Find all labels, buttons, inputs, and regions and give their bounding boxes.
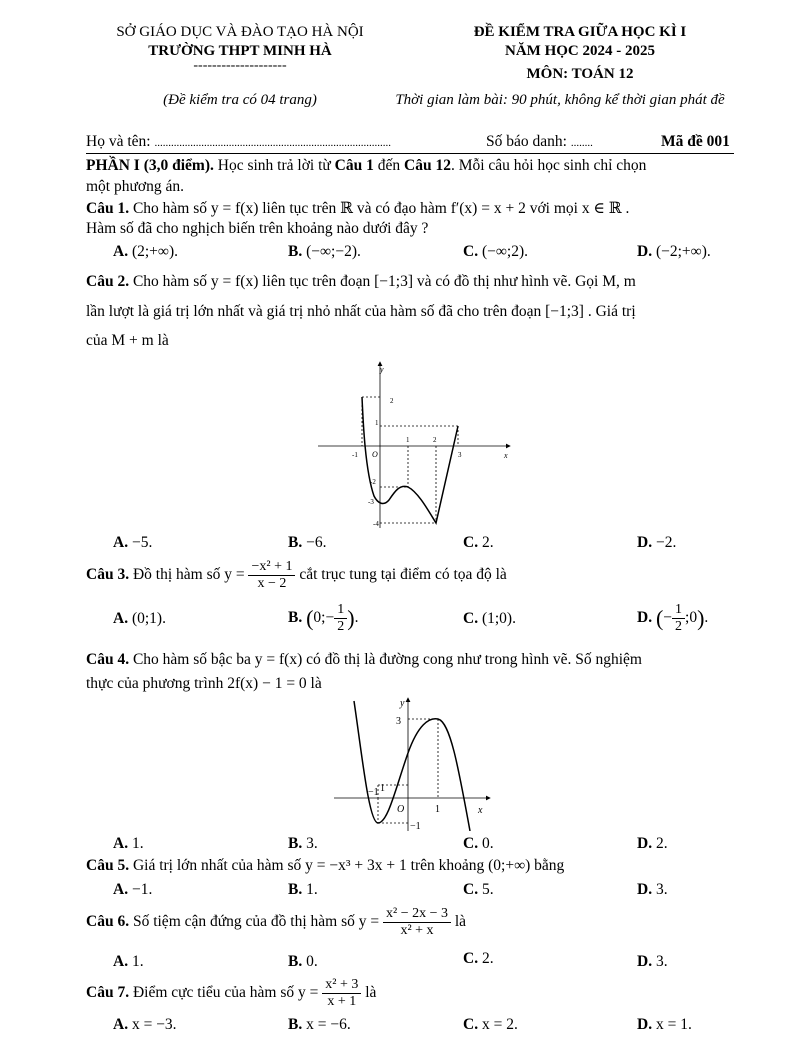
name-dots: ...................................................................................... — [154, 137, 391, 149]
q3-option-d[interactable]: D. (− $\frac{1}{2}$ ;0). — [637, 602, 709, 634]
question-2-line3: của M + m là — [86, 332, 169, 349]
q2-option-d[interactable]: D. −2. — [637, 534, 677, 551]
q3-option-c[interactable]: C. (1;0). — [463, 610, 516, 627]
tick-x-neg1: -1 — [352, 451, 358, 459]
q5-option-d[interactable]: D. 3. — [637, 881, 668, 898]
q7-option-a[interactable]: A. x = −3. — [113, 1016, 177, 1033]
q2-option-a[interactable]: A. −5. — [113, 534, 153, 551]
q3-option-a[interactable]: A. (0;1). — [113, 610, 166, 627]
question-6: Câu 6. Số tiệm cận đứng của đồ thị hàm số y = $\frac{\text{x² − 2x − 3}}{\text{x² + x}}$ là — [86, 906, 467, 938]
q1-option-a[interactable]: A. (2;+∞). — [113, 243, 178, 260]
axis-label-y: y — [380, 365, 384, 374]
q6-option-a[interactable]: A. 1. — [113, 953, 144, 970]
q3-fraction: $\frac{\text{−x² + 1}}{x - 2}$ — [248, 559, 295, 592]
q4-option-b[interactable]: B. 3. — [288, 835, 318, 852]
axis-label-x: x — [478, 805, 483, 816]
question-4: Câu 4. Cho hàm số bậc ba y = f(x) có đồ thị là đường cong như trong hình vẽ. Số nghiệm — [86, 651, 642, 668]
name-label: Họ và tên: — [86, 133, 151, 150]
q3-option-b[interactable]: B. (0;− $\frac{1}{2}$ ). — [288, 602, 359, 634]
q4-option-c[interactable]: C. 0. — [463, 835, 494, 852]
tick-y-1: 1 — [380, 783, 385, 794]
tick-y-neg3: -3 — [368, 498, 374, 506]
header-divider — [86, 153, 734, 154]
tick-x-3: 3 — [458, 451, 462, 459]
question-5: Câu 5. Giá trị lớn nhất của hàm số y = −x³ + 3x + 1 trên khoảng (0;+∞) bằng — [86, 857, 565, 874]
q2-graph — [318, 360, 518, 530]
question-7: Câu 7. Điểm cực tiểu của hàm số y = $\frac{\text{x² + 3}}{x + 1}$ là — [86, 977, 377, 1009]
student-name-row — [86, 133, 391, 151]
header-dashes: -------------------- — [193, 58, 287, 73]
part1-title: PHẦN I (3,0 điểm). — [86, 157, 214, 174]
q1-option-b[interactable]: B. (−∞;−2). — [288, 243, 361, 260]
origin-label: O — [397, 804, 405, 815]
q7-option-c[interactable]: C. x = 2. — [463, 1016, 518, 1033]
q4-option-a[interactable]: A. 1. — [113, 835, 144, 852]
axis-label-x: x — [504, 451, 508, 460]
cubic-curve — [354, 701, 470, 831]
tick-x-1: 1 — [406, 436, 410, 444]
subject: MÔN: TOÁN 12 — [526, 66, 634, 82]
q2-option-c[interactable]: C. 2. — [463, 534, 494, 551]
q5-option-c[interactable]: C. 5. — [463, 881, 494, 898]
tick-x-1: 1 — [435, 804, 440, 815]
q1-option-d[interactable]: D. (−2;+∞). — [637, 243, 711, 260]
origin-label: O — [372, 450, 378, 459]
q6-fraction: $\frac{\text{x² − 2x − 3}}{\text{x² + x}}$ — [383, 906, 451, 939]
q7-option-d[interactable]: D. x = 1. — [637, 1016, 692, 1033]
id-label: Số báo danh: — [486, 133, 567, 150]
q6-option-b[interactable]: B. 0. — [288, 953, 318, 970]
school-name: TRƯỜNG THPT MINH HÀ — [148, 43, 332, 59]
id-dots: ........ — [570, 137, 593, 149]
q2-option-b[interactable]: B. −6. — [288, 534, 327, 551]
department: SỞ GIÁO DỤC VÀ ĐÀO TẠO HÀ NỘI — [116, 24, 364, 40]
question-1-line2: Hàm số đã cho nghịch biến trên khoảng nào dưới đây ? — [86, 220, 429, 237]
tick-x-neg1: −1 — [368, 787, 379, 798]
school-year: NĂM HỌC 2024 - 2025 — [505, 43, 655, 59]
time-note: Thời gian làm bài: 90 phút, không kể thời gian phát đề — [395, 92, 725, 108]
question-2: Câu 2. Cho hàm số y = f(x) liên tục trên đoạn [−1;3] và có đồ thị như hình vẽ. Gọi M, m — [86, 273, 636, 290]
q7-fraction: $\frac{\text{x² + 3}}{x + 1}$ — [322, 977, 361, 1010]
q6-option-d[interactable]: D. 3. — [637, 953, 668, 970]
tick-x-2: 2 — [433, 436, 437, 444]
exam-title: ĐỀ KIỂM TRA GIỮA HỌC KÌ I — [473, 24, 687, 40]
function-curve — [362, 397, 458, 523]
question-3: Câu 3. Đồ thị hàm số y = $\frac{\text{−x² + 1}}{x - 2}$ cắt trục tung tại điểm có tọa độ là — [86, 559, 507, 591]
q7-option-b[interactable]: B. x = −6. — [288, 1016, 351, 1033]
q4-option-d[interactable]: D. 2. — [637, 835, 668, 852]
tick-y-2: 2 — [390, 397, 394, 405]
question-2-line2: lần lượt là giá trị lớn nhất và giá trị nhỏ nhất của hàm số đã cho trên đoạn [−1;3] . Giá trị — [86, 303, 636, 320]
exam-code: Mã đề 001 — [661, 133, 730, 150]
tick-y-neg4: -4 — [373, 520, 379, 528]
tick-y-neg1: −1 — [410, 821, 421, 831]
part1-instructions: PHẦN I (3,0 điểm). Học sinh trả lời từ Câu 1 đến Câu 12. Mỗi câu hỏi học sinh chỉ chọn — [86, 157, 647, 174]
part1-instructions-2: một phương án. — [86, 178, 184, 195]
axis-label-y: y — [400, 698, 405, 709]
guide-lines — [362, 397, 458, 523]
tick-y-neg2: -2 — [370, 478, 376, 486]
pages-note: (Đề kiểm tra có 04 trang) — [163, 92, 317, 108]
question-4-line2: thực của phương trình 2f(x) − 1 = 0 là — [86, 675, 322, 692]
q5-option-a[interactable]: A. −1. — [113, 881, 153, 898]
tick-y-1: 1 — [375, 419, 379, 427]
q1-option-c[interactable]: C. (−∞;2). — [463, 243, 528, 260]
q6-option-c[interactable]: C. 2. — [463, 950, 494, 967]
student-id-row — [486, 133, 593, 151]
q4-graph — [334, 695, 494, 831]
question-1: Câu 1. Cho hàm số y = f(x) liên tục trên ℝ và có đạo hàm f′(x) = x + 2 với mọi x ∈ ℝ . — [86, 200, 630, 217]
q5-option-b[interactable]: B. 1. — [288, 881, 318, 898]
tick-y-3: 3 — [396, 716, 401, 727]
